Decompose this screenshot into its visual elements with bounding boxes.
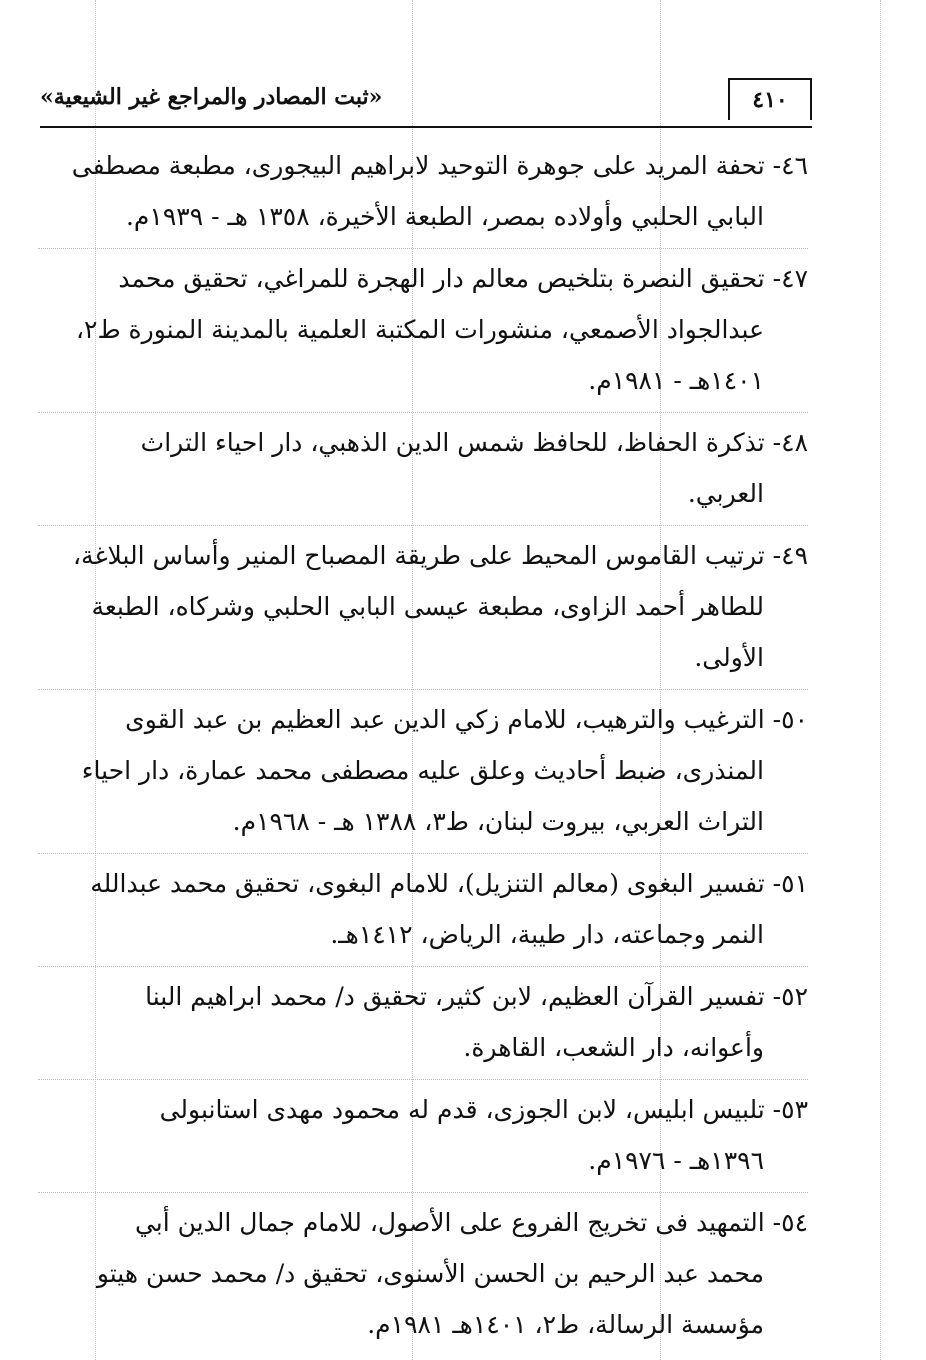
entry-text: تفسير القرآن العظيم، لابن كثير، تحقيق د/ محمد ابراهيم البنا — [145, 982, 765, 1011]
entry-continuation-line: النمر وجماعته، دار طيبة، الرياض، ١٤١٢هـ. — [330, 920, 764, 949]
entry-continuation-line: ١٤٠١هـ - ١٩٨١م. — [588, 366, 764, 395]
entry-continuation-line: العربي. — [687, 479, 764, 508]
entry-continuation-line: المنذرى، ضبط أحاديث وعلق عليه مصطفى محمد عمارة، دار احياء — [81, 756, 764, 785]
entry-continuation-line: عبدالجواد الأصمعي، منشورات المكتبة العلمية بالمدينة المنورة ط٢، — [75, 315, 764, 344]
entry-continuation-line: مؤسسة الرسالة، ط٢، ١٤٠١هـ ١٩٨١م. — [367, 1310, 764, 1339]
entry-first-line — [38, 858, 808, 909]
entry-continuation-line: الأولى. — [694, 643, 764, 672]
entry-number: ٤٩- — [764, 541, 808, 570]
entry-continuation-line: محمد عبد الرحيم بن الحسن الأسنوى، تحقيق د/ محمد حسن هيتو — [96, 1259, 764, 1288]
entry-separator — [38, 853, 808, 854]
entry-number: ٤٧- — [764, 264, 808, 293]
entry-number: ٥٣- — [764, 1095, 808, 1124]
entry-first-line — [38, 530, 808, 581]
entry-first-line — [38, 417, 808, 468]
running-title: «ثبت المصادر والمراجع غير الشيعية» — [40, 84, 383, 110]
entry-first-line — [38, 140, 808, 191]
entry-separator — [38, 525, 808, 526]
entry-separator — [38, 248, 808, 249]
entry-first-line — [38, 1084, 808, 1135]
entry-first-line — [38, 253, 808, 304]
entry-continuation-line: ١٣٩٦هـ - ١٩٧٦م. — [588, 1146, 764, 1175]
bibliography-entry — [38, 530, 808, 683]
page-header — [40, 78, 812, 128]
entry-text: تذكرة الحفاظ، للحافظ شمس الدين الذهبي، دار احياء التراث — [140, 428, 765, 457]
entry-text: تلبيس ابليس، لابن الجوزى، قدم له محمود مهدى استانبولى — [159, 1095, 765, 1124]
scan-artifact-line — [880, 0, 881, 1360]
entry-text: تفسير البغوى (معالم التنزيل)، للامام البغوى، تحقيق محمد عبدالله — [90, 869, 765, 898]
bibliography-entry — [38, 1197, 808, 1350]
entry-separator — [38, 966, 808, 967]
bibliography-entry — [38, 858, 808, 960]
entry-continuation-line: التراث العربي، بيروت لبنان، ط٣، ١٣٨٨ هـ - ١٩٦٨م. — [232, 807, 764, 836]
bibliography-list — [38, 140, 808, 1356]
entry-continuation-line: للطاهر أحمد الزاوى، مطبعة عيسى البابي الحلبي وشركاه، الطبعة — [91, 592, 764, 621]
entry-first-line — [38, 1197, 808, 1248]
entry-separator — [38, 689, 808, 690]
entry-text: ترتيب القاموس المحيط على طريقة المصباح المنير وأساس البلاغة، — [72, 541, 765, 570]
entry-first-line — [38, 971, 808, 1022]
bibliography-entry — [38, 1084, 808, 1186]
entry-number: ٥٠- — [764, 705, 808, 734]
bibliography-entry — [38, 417, 808, 519]
bibliography-entry — [38, 253, 808, 406]
entry-number: ٤٨- — [764, 428, 808, 457]
entry-number: ٥٤- — [764, 1208, 808, 1237]
entry-number: ٥١- — [764, 869, 808, 898]
entry-separator — [38, 412, 808, 413]
bibliography-entry — [38, 971, 808, 1073]
entry-separator — [38, 1192, 808, 1193]
entry-number: ٤٦- — [764, 151, 808, 180]
entry-first-line — [38, 694, 808, 745]
entry-text: تحفة المريد على جوهرة التوحيد لابراهيم البيجورى، مطبعة مصطفى — [71, 151, 765, 180]
entry-text: التمهيد فى تخريج الفروع على الأصول، للامام جمال الدين أبي — [134, 1208, 765, 1237]
entry-continuation-line: وأعوانه، دار الشعب، القاهرة. — [463, 1033, 764, 1062]
entry-continuation-line: البابي الحلبي وأولاده بمصر، الطبعة الأخيرة، ١٣٥٨ هـ - ١٩٣٩م. — [125, 202, 764, 231]
entry-text: الترغيب والترهيب، للامام زكي الدين عبد العظيم بن عبد القوى — [125, 705, 765, 734]
bibliography-entry — [38, 140, 808, 242]
entry-number: ٥٢- — [764, 982, 808, 1011]
page-number: ٤١٠ — [728, 78, 812, 120]
entry-text: تحقيق النصرة بتلخيص معالم دار الهجرة للمراغي، تحقيق محمد — [118, 264, 765, 293]
entry-separator — [38, 1079, 808, 1080]
bibliography-entry — [38, 694, 808, 847]
